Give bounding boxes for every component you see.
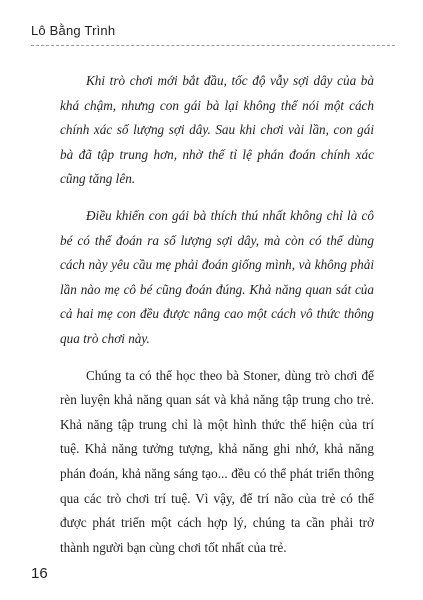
header-divider [31, 45, 395, 46]
running-header [31, 23, 395, 49]
paragraph-1: Khi trò chơi mới bắt đầu, tốc độ vẫy sợi dây của bà khá chậm, nhưng con gái bà lại không thể nói một cách chính xác số lượng sợi dây. Sau khi chơi vài lần, con gái bà đã tập trung hơn, nhờ thế tỉ lệ phán đoán chính xác cũng tăng lên. [60, 73, 374, 187]
paragraph-2: Điều khiến con gái bà thích thú nhất không chỉ là cô bé có thể đoán ra số lượng sợi dây, mà còn có thể dùng cách này yêu cầu mẹ phải đoán giống mình, và không phải lần nào mẹ cô bé cũng đoán đúng. Khả năng quan sát của cả hai mẹ con đều được nâng cao một cách vô thức thông qua trò chơi này. [60, 207, 374, 346]
paragraph-3: Chúng ta có thể học theo bà Stoner, dùng trò chơi để rèn luyện khả năng quan sát và khả năng tập trung cho trẻ. Khả năng tập trung chỉ là một hình thức thể hiện của trí tuệ. Khả năng tưởng tượng, khả năng ghi nhớ, khả năng phán đoán, khả năng sáng tạo... đều có thể phát triển thông qua các trò chơi trí tuệ. Vì vậy, để trí não của trẻ có thể được phát triển một cách hợp lý, chúng ta cần phải trở thành người bạn cùng chơi tốt nhất của trẻ. [60, 367, 374, 555]
author-name: Lô Bằng Trình [31, 23, 116, 38]
body-text [60, 69, 374, 572]
page-number: 16 [31, 565, 48, 582]
